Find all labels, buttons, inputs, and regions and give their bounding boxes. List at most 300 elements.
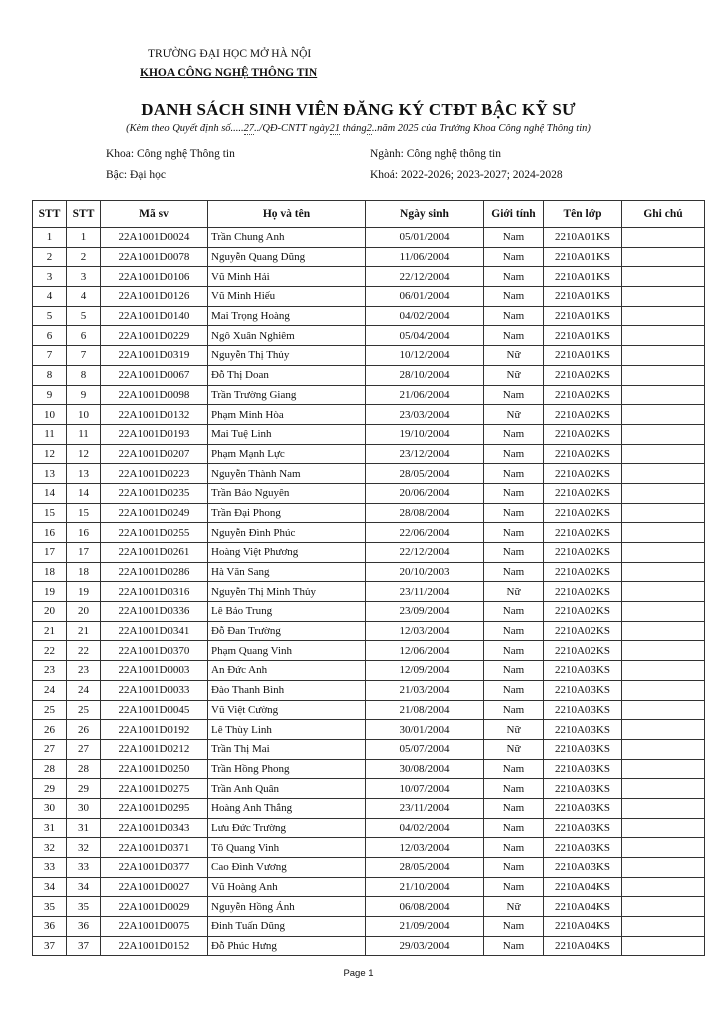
cell-stt2: 1 [67, 228, 101, 248]
meta-major: Ngành: Công nghệ thông tin [370, 148, 501, 160]
cell-note [622, 582, 705, 602]
cell-birth-date: 20/10/2003 [366, 562, 484, 582]
cell-stt: 21 [33, 621, 67, 641]
document-title: DANH SÁCH SINH VIÊN ĐĂNG KÝ CTĐT BẬC KỸ SƯ [141, 100, 576, 119]
cell-full-name: Phạm Quang Vinh [208, 641, 366, 661]
cell-student-id: 22A1001D0275 [101, 779, 208, 799]
cell-class: 2210A03KS [544, 700, 622, 720]
cell-class: 2210A01KS [544, 306, 622, 326]
cell-stt2: 18 [67, 562, 101, 582]
cell-full-name: Nguyễn Đình Phúc [208, 523, 366, 543]
cell-class: 2210A04KS [544, 936, 622, 956]
cell-note [622, 759, 705, 779]
cell-class: 2210A01KS [544, 228, 622, 248]
cell-note [622, 798, 705, 818]
cell-birth-date: 04/02/2004 [366, 818, 484, 838]
table-row [33, 464, 705, 484]
cell-class: 2210A03KS [544, 739, 622, 759]
cell-birth-date: 28/10/2004 [366, 365, 484, 385]
cell-note [622, 346, 705, 366]
cell-full-name: Trần Anh Quân [208, 779, 366, 799]
cell-full-name: Nguyễn Thị Thủy [208, 346, 366, 366]
table-row [33, 326, 705, 346]
cell-birth-date: 21/06/2004 [366, 385, 484, 405]
cell-birth-date: 21/08/2004 [366, 700, 484, 720]
cell-class: 2210A02KS [544, 621, 622, 641]
cell-gender: Nữ [484, 720, 544, 740]
cell-full-name: An Đức Anh [208, 661, 366, 681]
table-row [33, 759, 705, 779]
cell-stt2: 4 [67, 287, 101, 307]
cell-stt: 15 [33, 503, 67, 523]
cell-student-id: 22A1001D0045 [101, 700, 208, 720]
cell-class: 2210A04KS [544, 917, 622, 937]
cell-student-id: 22A1001D0336 [101, 602, 208, 622]
cell-class: 2210A02KS [544, 385, 622, 405]
cell-full-name: Trần Đại Phong [208, 503, 366, 523]
cell-student-id: 22A1001D0223 [101, 464, 208, 484]
institution-name: TRƯỜNG ĐẠI HỌC MỞ HÀ NỘI [148, 48, 312, 60]
cell-gender: Nữ [484, 365, 544, 385]
cell-birth-date: 28/08/2004 [366, 503, 484, 523]
cell-stt2: 16 [67, 523, 101, 543]
meta-cohort: Khoá: 2022-2026; 2023-2027; 2024-2028 [370, 169, 563, 181]
column-header: Mã sv [101, 201, 208, 228]
cell-student-id: 22A1001D0067 [101, 365, 208, 385]
cell-gender: Nam [484, 877, 544, 897]
table-row [33, 267, 705, 287]
cell-full-name: Hoàng Việt Phương [208, 543, 366, 563]
cell-gender: Nam [484, 759, 544, 779]
cell-student-id: 22A1001D0132 [101, 405, 208, 425]
cell-note [622, 858, 705, 878]
cell-gender: Nam [484, 228, 544, 248]
cell-student-id: 22A1001D0370 [101, 641, 208, 661]
cell-birth-date: 28/05/2004 [366, 464, 484, 484]
cell-class: 2210A04KS [544, 897, 622, 917]
cell-stt: 8 [33, 365, 67, 385]
cell-class: 2210A02KS [544, 543, 622, 563]
cell-student-id: 22A1001D0319 [101, 346, 208, 366]
cell-student-id: 22A1001D0377 [101, 858, 208, 878]
cell-full-name: Lưu Đức Trường [208, 818, 366, 838]
cell-gender: Nam [484, 936, 544, 956]
cell-full-name: Tô Quang Vinh [208, 838, 366, 858]
table-row [33, 917, 705, 937]
cell-stt2: 27 [67, 739, 101, 759]
table-row [33, 897, 705, 917]
cell-student-id: 22A1001D0286 [101, 562, 208, 582]
cell-gender: Nam [484, 326, 544, 346]
cell-birth-date: 21/09/2004 [366, 917, 484, 937]
cell-student-id: 22A1001D0152 [101, 936, 208, 956]
cell-birth-date: 21/10/2004 [366, 877, 484, 897]
meta-faculty: Khoa: Công nghệ Thông tin [106, 148, 235, 160]
cell-stt: 27 [33, 739, 67, 759]
cell-gender: Nữ [484, 405, 544, 425]
decision-day: 21 [329, 123, 341, 134]
cell-gender: Nam [484, 838, 544, 858]
cell-stt2: 11 [67, 424, 101, 444]
cell-stt: 11 [33, 424, 67, 444]
cell-birth-date: 19/10/2004 [366, 424, 484, 444]
cell-gender: Nam [484, 267, 544, 287]
cell-student-id: 22A1001D0078 [101, 247, 208, 267]
cell-class: 2210A01KS [544, 247, 622, 267]
cell-note [622, 523, 705, 543]
table-row [33, 365, 705, 385]
cell-gender: Nam [484, 483, 544, 503]
cell-note [622, 306, 705, 326]
cell-gender: Nữ [484, 897, 544, 917]
table-row [33, 385, 705, 405]
cell-class: 2210A02KS [544, 464, 622, 484]
cell-gender: Nam [484, 641, 544, 661]
cell-stt2: 9 [67, 385, 101, 405]
cell-birth-date: 06/01/2004 [366, 287, 484, 307]
cell-class: 2210A04KS [544, 877, 622, 897]
cell-stt: 7 [33, 346, 67, 366]
cell-stt: 24 [33, 680, 67, 700]
cell-birth-date: 30/01/2004 [366, 720, 484, 740]
cell-stt2: 31 [67, 818, 101, 838]
cell-birth-date: 30/08/2004 [366, 759, 484, 779]
cell-stt2: 13 [67, 464, 101, 484]
cell-student-id: 22A1001D0098 [101, 385, 208, 405]
cell-class: 2210A01KS [544, 326, 622, 346]
cell-birth-date: 12/03/2004 [366, 838, 484, 858]
cell-full-name: Nguyễn Hồng Ánh [208, 897, 366, 917]
cell-stt2: 12 [67, 444, 101, 464]
cell-birth-date: 05/01/2004 [366, 228, 484, 248]
cell-student-id: 22A1001D0343 [101, 818, 208, 838]
cell-student-id: 22A1001D0249 [101, 503, 208, 523]
cell-note [622, 661, 705, 681]
table-row [33, 582, 705, 602]
table-row [33, 858, 705, 878]
cell-stt2: 25 [67, 700, 101, 720]
cell-note [622, 877, 705, 897]
cell-stt2: 36 [67, 917, 101, 937]
cell-gender: Nam [484, 385, 544, 405]
cell-birth-date: 23/03/2004 [366, 405, 484, 425]
cell-stt: 14 [33, 483, 67, 503]
cell-student-id: 22A1001D0229 [101, 326, 208, 346]
table-row [33, 602, 705, 622]
cell-stt: 4 [33, 287, 67, 307]
cell-full-name: Hoàng Anh Thắng [208, 798, 366, 818]
cell-student-id: 22A1001D0261 [101, 543, 208, 563]
cell-stt2: 24 [67, 680, 101, 700]
cell-class: 2210A02KS [544, 365, 622, 385]
cell-birth-date: 22/06/2004 [366, 523, 484, 543]
cell-note [622, 247, 705, 267]
cell-gender: Nam [484, 464, 544, 484]
cell-stt2: 17 [67, 543, 101, 563]
cell-full-name: Ngô Xuân Nghiêm [208, 326, 366, 346]
cell-student-id: 22A1001D0207 [101, 444, 208, 464]
cell-full-name: Hà Văn Sang [208, 562, 366, 582]
cell-full-name: Phạm Minh Hòa [208, 405, 366, 425]
cell-stt: 12 [33, 444, 67, 464]
cell-class: 2210A01KS [544, 287, 622, 307]
cell-gender: Nam [484, 503, 544, 523]
cell-stt: 28 [33, 759, 67, 779]
table-row [33, 287, 705, 307]
table-row [33, 641, 705, 661]
cell-stt: 29 [33, 779, 67, 799]
cell-gender: Nam [484, 543, 544, 563]
cell-full-name: Lê Thùy Linh [208, 720, 366, 740]
cell-stt: 13 [33, 464, 67, 484]
cell-student-id: 22A1001D0075 [101, 917, 208, 937]
cell-birth-date: 23/09/2004 [366, 602, 484, 622]
cell-student-id: 22A1001D0295 [101, 798, 208, 818]
cell-stt2: 23 [67, 661, 101, 681]
cell-gender: Nam [484, 680, 544, 700]
cell-stt: 25 [33, 700, 67, 720]
cell-full-name: Phạm Mạnh Lực [208, 444, 366, 464]
cell-class: 2210A03KS [544, 680, 622, 700]
cell-stt: 32 [33, 838, 67, 858]
cell-stt: 36 [33, 917, 67, 937]
cell-gender: Nam [484, 444, 544, 464]
cell-class: 2210A01KS [544, 346, 622, 366]
cell-birth-date: 12/09/2004 [366, 661, 484, 681]
cell-stt: 33 [33, 858, 67, 878]
cell-full-name: Vũ Việt Cường [208, 700, 366, 720]
cell-note [622, 680, 705, 700]
table-row [33, 720, 705, 740]
cell-stt2: 33 [67, 858, 101, 878]
cell-class: 2210A03KS [544, 759, 622, 779]
column-header: Giới tính [484, 201, 544, 228]
table-row [33, 247, 705, 267]
cell-full-name: Vũ Minh Hiếu [208, 287, 366, 307]
cell-birth-date: 28/05/2004 [366, 858, 484, 878]
cell-stt: 5 [33, 306, 67, 326]
cell-full-name: Trần Hồng Phong [208, 759, 366, 779]
cell-note [622, 621, 705, 641]
cell-student-id: 22A1001D0250 [101, 759, 208, 779]
cell-birth-date: 23/11/2004 [366, 798, 484, 818]
cell-birth-date: 22/12/2004 [366, 267, 484, 287]
cell-student-id: 22A1001D0192 [101, 720, 208, 740]
cell-stt: 23 [33, 661, 67, 681]
cell-stt: 18 [33, 562, 67, 582]
subtitle-mid1: ../QĐ-CNTT ngày [254, 123, 330, 134]
cell-class: 2210A01KS [544, 267, 622, 287]
cell-class: 2210A03KS [544, 818, 622, 838]
cell-birth-date: 04/02/2004 [366, 306, 484, 326]
cell-stt: 31 [33, 818, 67, 838]
cell-class: 2210A03KS [544, 779, 622, 799]
cell-student-id: 22A1001D0193 [101, 424, 208, 444]
table-header-row [33, 201, 705, 228]
cell-student-id: 22A1001D0106 [101, 267, 208, 287]
cell-stt2: 21 [67, 621, 101, 641]
table-row [33, 700, 705, 720]
cell-birth-date: 20/06/2004 [366, 483, 484, 503]
cell-stt2: 5 [67, 306, 101, 326]
cell-gender: Nam [484, 798, 544, 818]
cell-stt: 34 [33, 877, 67, 897]
cell-full-name: Đào Thanh Bình [208, 680, 366, 700]
cell-class: 2210A02KS [544, 641, 622, 661]
cell-student-id: 22A1001D0371 [101, 838, 208, 858]
cell-stt2: 26 [67, 720, 101, 740]
cell-stt2: 37 [67, 936, 101, 956]
cell-gender: Nữ [484, 346, 544, 366]
cell-class: 2210A03KS [544, 858, 622, 878]
cell-birth-date: 12/06/2004 [366, 641, 484, 661]
cell-full-name: Nguyễn Thị Minh Thủy [208, 582, 366, 602]
faculty-name: KHOA CÔNG NGHỆ THÔNG TIN [140, 67, 318, 79]
cell-birth-date: 06/08/2004 [366, 897, 484, 917]
cell-full-name: Trần Trường Giang [208, 385, 366, 405]
table-row [33, 405, 705, 425]
cell-stt: 22 [33, 641, 67, 661]
cell-note [622, 228, 705, 248]
cell-gender: Nam [484, 917, 544, 937]
table-row [33, 306, 705, 326]
cell-full-name: Vũ Minh Hải [208, 267, 366, 287]
cell-stt2: 10 [67, 405, 101, 425]
table-row [33, 543, 705, 563]
cell-birth-date: 12/03/2004 [366, 621, 484, 641]
cell-note [622, 365, 705, 385]
cell-full-name: Đỗ Phúc Hưng [208, 936, 366, 956]
table-row [33, 483, 705, 503]
table-row [33, 936, 705, 956]
cell-note [622, 818, 705, 838]
cell-stt2: 22 [67, 641, 101, 661]
cell-class: 2210A02KS [544, 424, 622, 444]
table-row [33, 523, 705, 543]
table-row [33, 680, 705, 700]
column-header: Ngày sinh [366, 201, 484, 228]
cell-full-name: Mai Trọng Hoàng [208, 306, 366, 326]
cell-student-id: 22A1001D0316 [101, 582, 208, 602]
cell-class: 2210A02KS [544, 444, 622, 464]
cell-gender: Nam [484, 562, 544, 582]
cell-gender: Nam [484, 700, 544, 720]
meta-level: Bậc: Đại học [106, 169, 167, 181]
cell-birth-date: 29/03/2004 [366, 936, 484, 956]
cell-stt2: 34 [67, 877, 101, 897]
cell-student-id: 22A1001D0033 [101, 680, 208, 700]
cell-stt: 37 [33, 936, 67, 956]
cell-stt2: 7 [67, 346, 101, 366]
cell-note [622, 424, 705, 444]
cell-note [622, 720, 705, 740]
cell-note [622, 838, 705, 858]
cell-stt2: 6 [67, 326, 101, 346]
cell-note [622, 779, 705, 799]
cell-birth-date: 23/12/2004 [366, 444, 484, 464]
cell-birth-date: 10/07/2004 [366, 779, 484, 799]
table-row [33, 621, 705, 641]
cell-student-id: 22A1001D0140 [101, 306, 208, 326]
cell-note [622, 700, 705, 720]
cell-note [622, 326, 705, 346]
cell-full-name: Lê Bảo Trung [208, 602, 366, 622]
cell-class: 2210A03KS [544, 661, 622, 681]
cell-note [622, 464, 705, 484]
table-row [33, 424, 705, 444]
cell-note [622, 602, 705, 622]
cell-stt2: 8 [67, 365, 101, 385]
cell-note [622, 897, 705, 917]
table-row [33, 877, 705, 897]
cell-note [622, 503, 705, 523]
column-header: STT [33, 201, 67, 228]
table-row [33, 798, 705, 818]
cell-gender: Nam [484, 247, 544, 267]
subtitle-suffix: ..năm 2025 của Trưởng Khoa Công nghệ Thông tin) [371, 123, 591, 134]
cell-class: 2210A02KS [544, 483, 622, 503]
decision-month: 2 [366, 123, 372, 134]
table-row [33, 739, 705, 759]
cell-student-id: 22A1001D0212 [101, 739, 208, 759]
cell-full-name: Trần Chung Anh [208, 228, 366, 248]
cell-note [622, 405, 705, 425]
cell-class: 2210A03KS [544, 838, 622, 858]
cell-birth-date: 11/06/2004 [366, 247, 484, 267]
document-subtitle [0, 123, 717, 135]
cell-stt2: 3 [67, 267, 101, 287]
cell-stt: 9 [33, 385, 67, 405]
cell-birth-date: 10/12/2004 [366, 346, 484, 366]
table-row [33, 818, 705, 838]
cell-stt: 16 [33, 523, 67, 543]
cell-student-id: 22A1001D0341 [101, 621, 208, 641]
cell-note [622, 739, 705, 759]
cell-gender: Nam [484, 602, 544, 622]
cell-full-name: Đỗ Thị Doan [208, 365, 366, 385]
cell-full-name: Mai Tuệ Linh [208, 424, 366, 444]
cell-gender: Nam [484, 779, 544, 799]
cell-stt2: 20 [67, 602, 101, 622]
cell-gender: Nam [484, 424, 544, 444]
cell-stt2: 30 [67, 798, 101, 818]
cell-full-name: Cao Đình Vương [208, 858, 366, 878]
cell-stt: 35 [33, 897, 67, 917]
cell-stt2: 28 [67, 759, 101, 779]
cell-student-id: 22A1001D0235 [101, 483, 208, 503]
table-row [33, 838, 705, 858]
cell-full-name: Vũ Hoàng Anh [208, 877, 366, 897]
cell-class: 2210A02KS [544, 562, 622, 582]
cell-note [622, 287, 705, 307]
cell-student-id: 22A1001D0126 [101, 287, 208, 307]
cell-note [622, 444, 705, 464]
column-header: STT [67, 201, 101, 228]
cell-full-name: Trần Bảo Nguyên [208, 483, 366, 503]
cell-stt: 17 [33, 543, 67, 563]
cell-note [622, 641, 705, 661]
cell-stt2: 19 [67, 582, 101, 602]
cell-stt2: 2 [67, 247, 101, 267]
cell-birth-date: 23/11/2004 [366, 582, 484, 602]
cell-full-name: Trần Thị Mai [208, 739, 366, 759]
table-row [33, 444, 705, 464]
cell-stt: 30 [33, 798, 67, 818]
cell-birth-date: 05/07/2004 [366, 739, 484, 759]
cell-gender: Nữ [484, 582, 544, 602]
cell-full-name: Đinh Tuấn Dũng [208, 917, 366, 937]
cell-stt2: 32 [67, 838, 101, 858]
